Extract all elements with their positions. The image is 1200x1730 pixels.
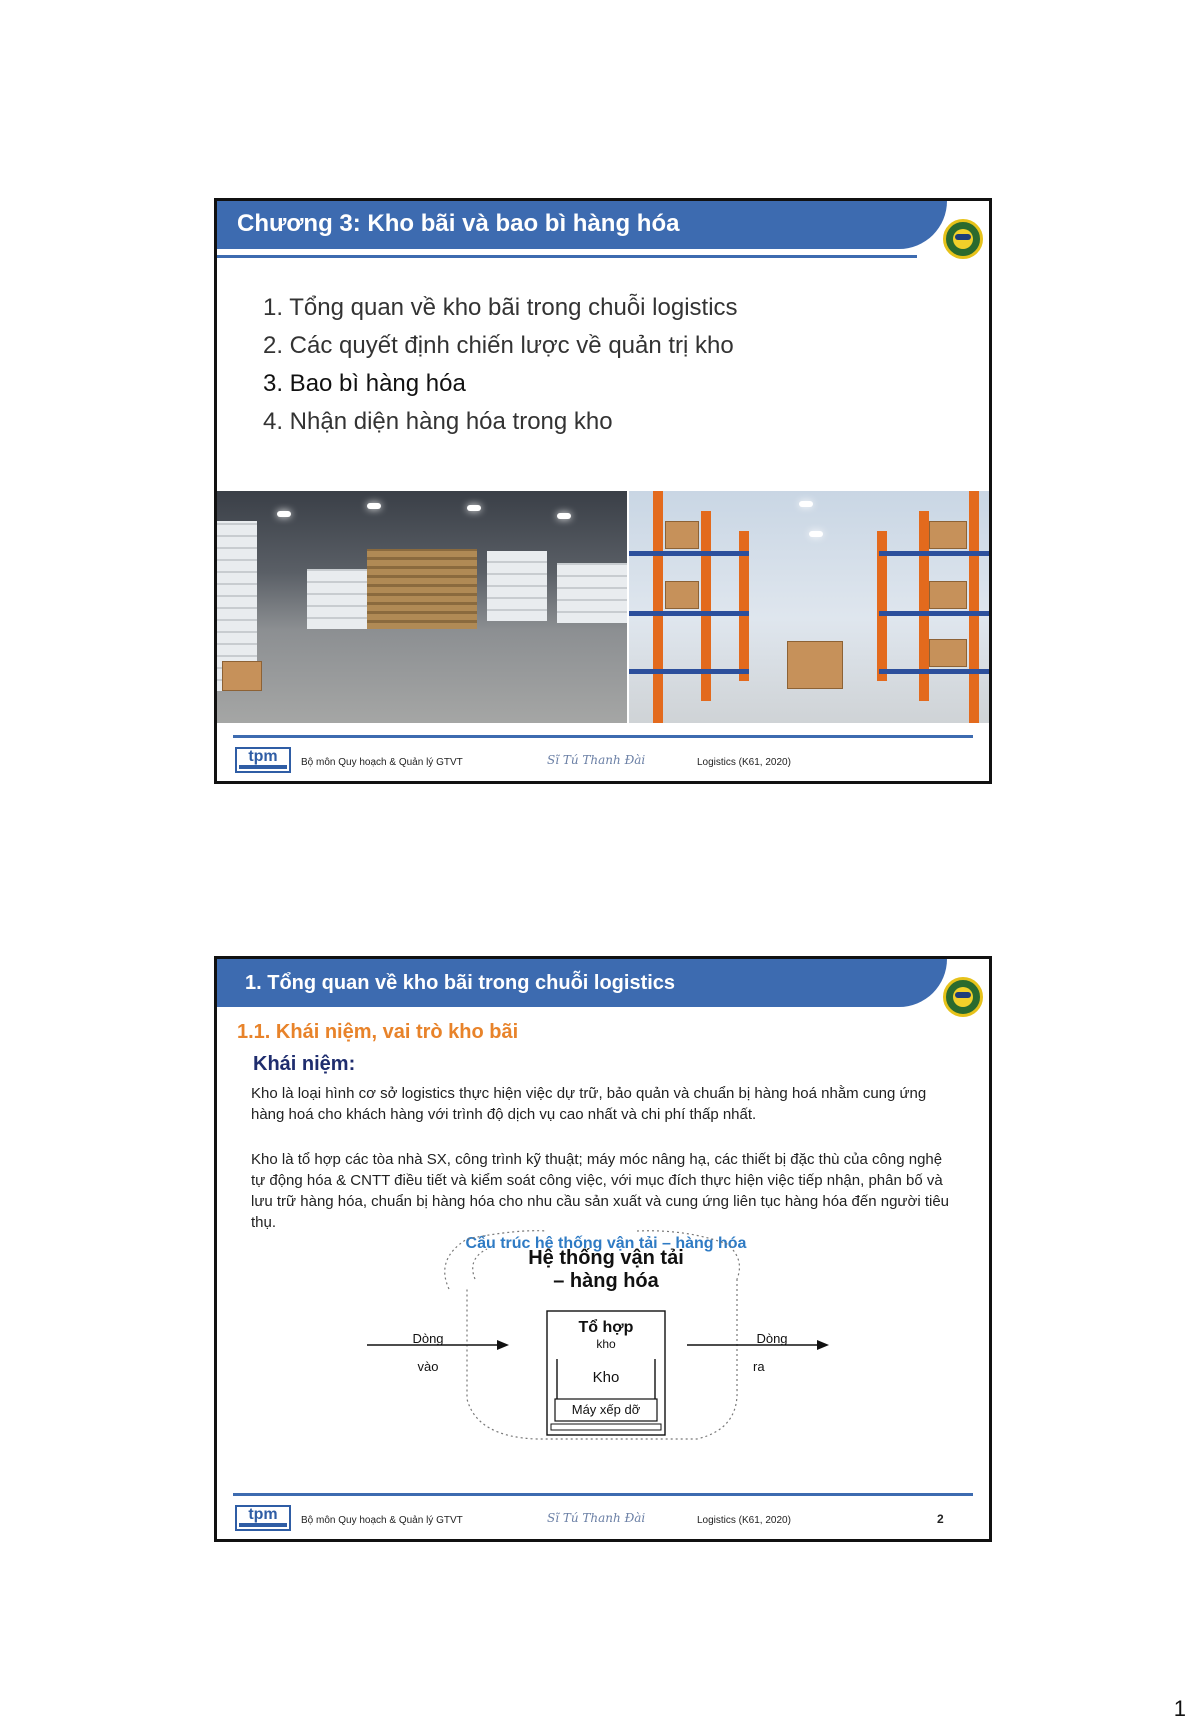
slide-number: 2: [937, 1512, 944, 1526]
footer-rule: [233, 1493, 973, 1496]
footer-signature: Sĩ Tú Thanh Đài: [547, 1511, 646, 1525]
footer-course: Logistics (K61, 2020): [697, 757, 791, 768]
definition-paragraph: Kho là tổ hợp các tòa nhà SX, công trình kỹ thuật; máy móc nâng hạ, các thiết bị đặc thù của công nghệ tự động hóa & CNTT điều tiết và kiểm soát công việc, với mục đích thực hiện việc tiếp nhận, phân bố và lưu trữ hàng hóa, chuẩn bị hàng hóa cho nhu cầu sản xuất và cung ứng liên tục hàng hóa đến người tiêu thụ.: [251, 1151, 949, 1231]
toc-item: 2. Các quyết định chiến lược về quản trị kho: [263, 332, 734, 359]
machine-label: Máy xếp dỡ: [571, 1402, 641, 1417]
slide-title: Chương 3: Kho bãi và bao bì hàng hóa: [237, 210, 680, 237]
tpm-logo: tpm: [235, 747, 291, 773]
footer-rule: [233, 735, 973, 738]
transport-system-diagram: [217, 959, 992, 1542]
title-rule: [217, 255, 917, 258]
toc-item: 4. Nhận diện hàng hóa trong kho: [263, 408, 613, 435]
warehouse-label: Kho: [592, 1369, 620, 1386]
inflow-label: Dòng vào: [412, 1331, 444, 1374]
table-of-contents: [263, 289, 738, 441]
system-label: Hệ thống vận tải – hàng hóa: [528, 1247, 684, 1292]
complex-label: Tổ hợp kho: [578, 1319, 634, 1351]
definition-paragraph: Kho là loại hình cơ sở logistics thực hiện việc dự trữ, bảo quản và chuẩn bị hàng hoá nhằm cung ứng hàng hoá cho khách hàng với trình độ dịch vụ cao nhất và chi phí thấp nhất.: [251, 1085, 927, 1123]
diagram-caption: Cấu trúc hệ thống vận tải – hàng hóa: [465, 1235, 747, 1252]
warehouse-photo-right: [629, 491, 992, 723]
footer-department: Bộ môn Quy hoạch & Quản lý GTVT: [301, 1515, 463, 1526]
toc-item-active: 3. Bao bì hàng hóa: [263, 370, 466, 397]
concept-label: Khái niệm:: [253, 1053, 356, 1075]
toc-item: 1. Tổng quan về kho bãi trong chuỗi logistics: [263, 294, 738, 321]
footer-signature: Sĩ Tú Thanh Đài: [547, 753, 646, 767]
slide-title-bar: [217, 201, 947, 249]
slide-title: 1. Tổng quan về kho bãi trong chuỗi logistics: [245, 972, 676, 994]
slide-2: [214, 956, 992, 1542]
tpm-logo: tpm: [235, 1505, 291, 1531]
warehouse-photo-left: [217, 491, 627, 723]
page-number: 1: [1173, 1696, 1186, 1721]
section-subheading: 1.1. Khái niệm, vai trò kho bãi: [237, 1021, 519, 1043]
footer-course: Logistics (K61, 2020): [697, 1515, 791, 1526]
slide-1: [214, 198, 992, 784]
footer-department: Bộ môn Quy hoạch & Quản lý GTVT: [301, 757, 463, 768]
outflow-label: Dòng ra: [753, 1331, 788, 1374]
university-logo-icon: [943, 219, 983, 259]
